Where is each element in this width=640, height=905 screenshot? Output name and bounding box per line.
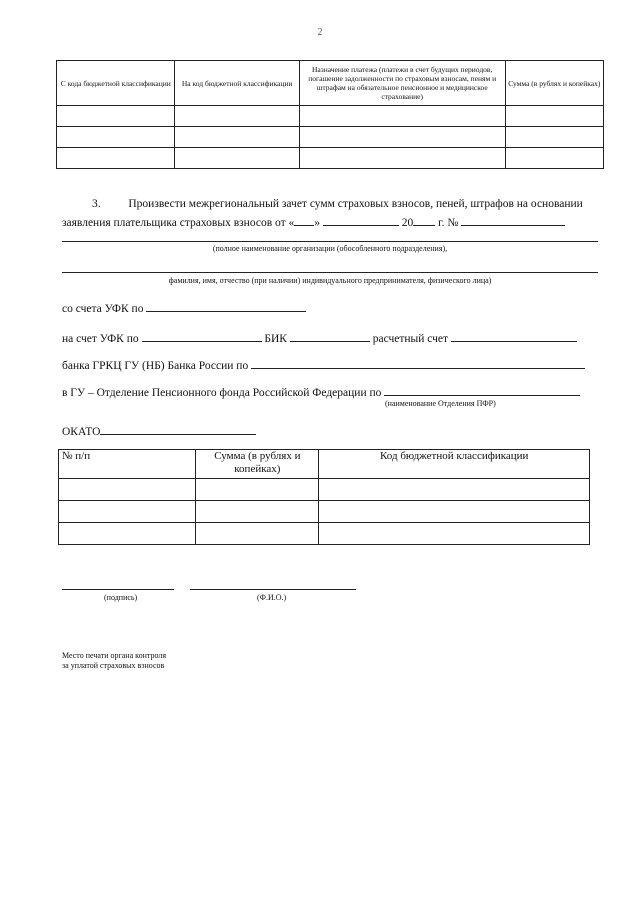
pfr-label: в ГУ – Отделение Пенсионного фонда Российской Федерации по xyxy=(62,387,382,399)
stamp-line-1: Место печати органа контроля xyxy=(62,651,167,660)
bank-label: банка ГРКЦ ГУ (НБ) Банка России по xyxy=(62,360,249,372)
item3-number: 3. xyxy=(92,198,101,210)
settlement-account-label: расчетный счет xyxy=(372,333,449,345)
date-year-field[interactable] xyxy=(413,214,435,226)
item3-text-line2: заявления плательщика страховых взносов от « xyxy=(62,217,295,229)
stamp-place xyxy=(62,651,166,671)
org-name-caption: (полное наименование организации (обособленного подразделения), xyxy=(212,244,448,253)
item3-paragraph xyxy=(62,197,602,231)
person-name-caption: фамилия, имя, отчество (при наличии) индивидуального предпринимателя, физического лица) xyxy=(168,276,492,285)
date-month-field[interactable] xyxy=(323,214,399,226)
bank-field[interactable] xyxy=(251,357,585,369)
bik-label: БИК xyxy=(264,333,287,345)
table-row xyxy=(57,127,604,148)
header-amount: Сумма (в рублях и копейках) xyxy=(196,450,319,479)
okato-label: ОКАТО xyxy=(62,426,101,438)
header-to-kbk: На код бюджетной классификации xyxy=(175,61,299,106)
bank-row xyxy=(62,357,585,372)
stamp-line-2: за уплатой страховых взносов xyxy=(62,661,165,670)
signature-caption: (подпись) xyxy=(104,593,138,602)
pfr-field[interactable] xyxy=(384,384,580,396)
from-account-field[interactable] xyxy=(146,300,306,312)
pfr-row xyxy=(62,384,580,399)
application-number-field[interactable] xyxy=(461,214,565,226)
table-header-row xyxy=(57,61,604,106)
fio-caption: (Ф.И.О.) xyxy=(257,593,287,602)
kbk-transfer-table xyxy=(56,60,604,169)
table-header-row xyxy=(59,450,590,479)
table-row xyxy=(59,479,590,501)
from-account-label: со счета УФК по xyxy=(62,303,144,315)
signature-line[interactable] xyxy=(62,589,174,590)
item3-text-line1: Произвести межрегиональный зачет сумм страховых взносов, пеней, штрафов на основании xyxy=(128,198,583,210)
header-number: № п/п xyxy=(59,450,196,479)
number-label: г. № xyxy=(438,217,459,229)
table-row xyxy=(59,523,590,545)
header-kbk: Код бюджетной классификации xyxy=(319,450,590,479)
table-row xyxy=(57,148,604,169)
quote-close: » xyxy=(314,217,321,229)
header-payment-purpose: Назначение платежа (платежи в счет будущих периодов, погашение задолженности по страховым взносам, пеням и штрафам на обязательное пенсионное и медицинское страхование) xyxy=(299,61,505,106)
bik-field[interactable] xyxy=(290,330,370,342)
pfr-caption: (наименование Отделения ПФР) xyxy=(385,399,496,408)
date-day-field[interactable] xyxy=(294,214,314,226)
page-number: 2 xyxy=(317,27,323,38)
person-name-line[interactable] xyxy=(62,272,598,273)
fio-line[interactable] xyxy=(190,589,356,590)
table-row xyxy=(57,106,604,127)
settlement-account-field[interactable] xyxy=(451,330,577,342)
header-amount: Сумма (в рублях и копейках) xyxy=(505,61,603,106)
year-prefix: 20 xyxy=(401,217,414,229)
okato-row xyxy=(62,423,256,438)
to-account-field[interactable] xyxy=(142,330,262,342)
header-from-kbk: С кода бюджетной классификации xyxy=(57,61,175,106)
org-name-line[interactable] xyxy=(62,241,598,242)
okato-field[interactable] xyxy=(100,423,256,435)
to-account-row xyxy=(62,330,577,345)
to-account-label: на счет УФК по xyxy=(62,333,139,345)
amount-kbk-table xyxy=(58,449,590,545)
from-account-row xyxy=(62,300,306,315)
table-row xyxy=(59,501,590,523)
